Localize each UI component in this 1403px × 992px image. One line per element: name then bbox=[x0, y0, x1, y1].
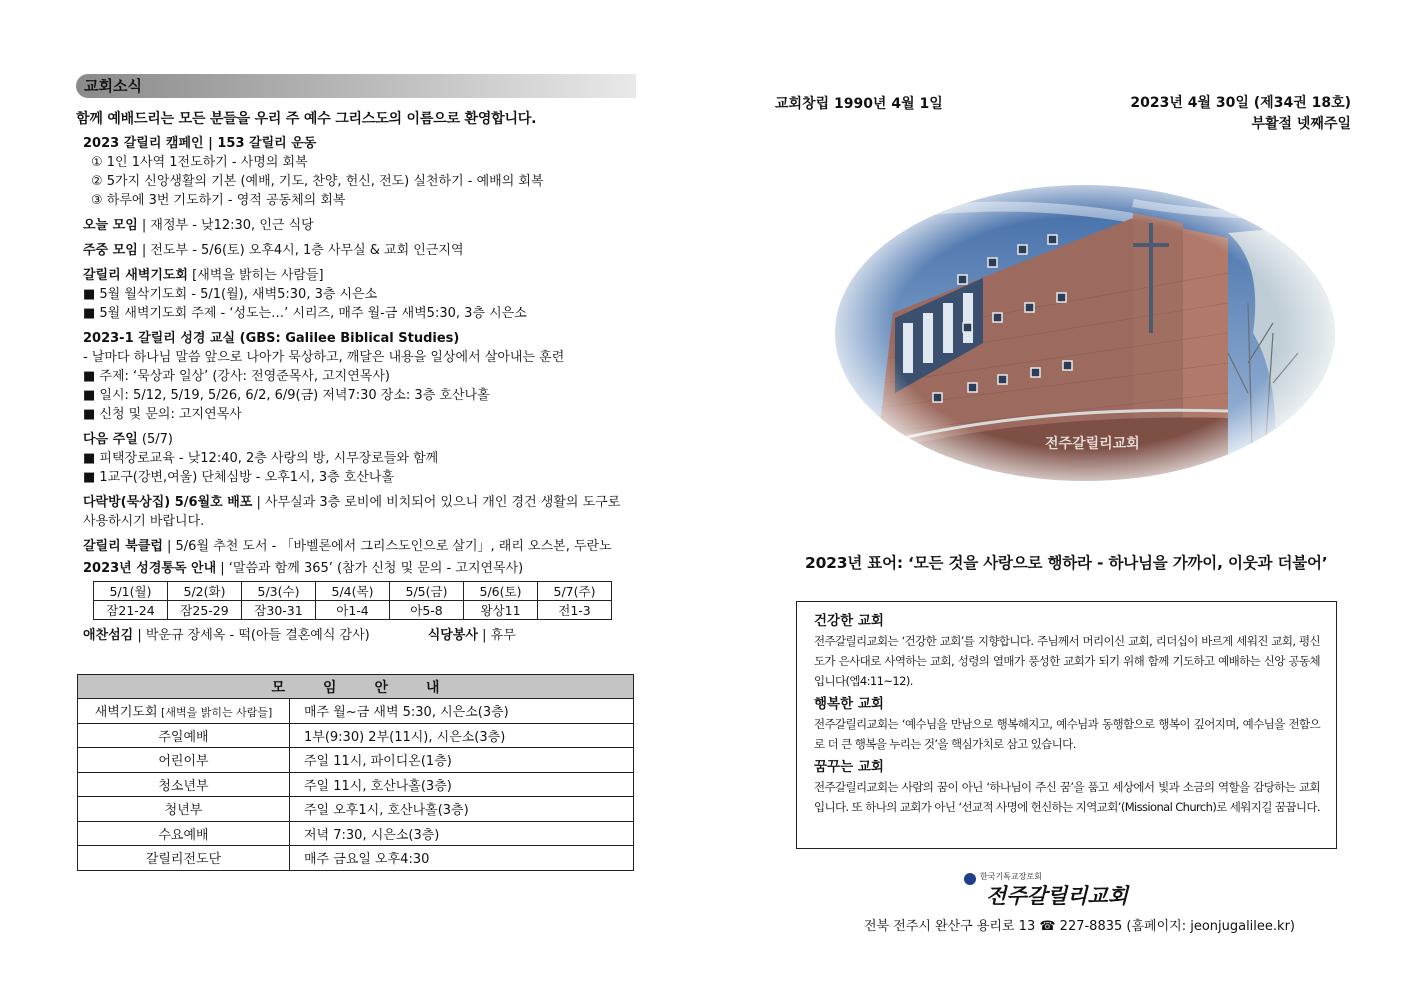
today-meeting-text: | 재정부 - 낮12:30, 인근 식당 bbox=[137, 218, 314, 233]
list-item: ■ 신청 및 문의: 고지연목사 bbox=[83, 407, 242, 422]
dawn-prayer-text: [새벽을 밝히는 사람들] bbox=[188, 268, 324, 283]
offering-text: | 박운규 장세옥 - 떡(아들 결혼예식 감사) bbox=[133, 628, 370, 643]
bible-reading-text: | ‘말씀과 함께 365’ (참가 신청 및 문의 - 고지연목사) bbox=[216, 561, 524, 576]
table-row bbox=[78, 772, 634, 797]
campaign-block bbox=[76, 134, 636, 210]
dawn-prayer-block bbox=[76, 266, 636, 323]
weekday-meeting bbox=[76, 241, 636, 260]
table-cell: 왕상11 bbox=[464, 601, 538, 620]
list-item: ■ 1교구(강변,여울) 단체심방 - 오후1시, 3층 호산나홀 bbox=[83, 470, 395, 485]
meetings-title: 모임안내 bbox=[78, 675, 634, 699]
weekday-meeting-label: 주중 모임 bbox=[83, 243, 138, 258]
list-item: ■ 5월 월삭기도회 - 5/1(월), 새벽5:30, 3층 시은소 bbox=[83, 287, 378, 302]
value-title: 행복한 교회 bbox=[814, 696, 884, 712]
kitchen-text: | 휴무 bbox=[477, 628, 516, 643]
table-cell: 잠30-31 bbox=[242, 601, 316, 620]
meeting-name: 청년부 bbox=[78, 797, 290, 822]
service-block bbox=[76, 626, 636, 645]
meeting-name: 어린이부 bbox=[78, 748, 290, 773]
kitchen-label: 식당봉사 bbox=[427, 628, 478, 643]
meeting-time: 주일 11시, 파이디온(1층) bbox=[290, 748, 634, 773]
table-cell: 5/5(금) bbox=[390, 582, 464, 601]
book-club-block bbox=[76, 537, 636, 556]
meeting-name: 수요예배 bbox=[78, 821, 290, 846]
list-item: ■ 주제: ‘묵상과 일상’ (강사: 전영준목사, 고지연목사) bbox=[83, 369, 390, 384]
meeting-name-text: 새벽기도회 bbox=[94, 705, 158, 721]
bible-reading-table bbox=[93, 581, 612, 620]
offering-label: 애찬섬김 bbox=[83, 628, 134, 643]
table-header-row bbox=[78, 675, 634, 699]
table-row bbox=[78, 748, 634, 773]
table-cell: 잠21-24 bbox=[94, 601, 168, 620]
list-item: ② 5가지 신앙생활의 기본 (예배, 기도, 찬양, 헌신, 전도) 실천하기 - 예배의 회복 bbox=[91, 174, 544, 189]
meeting-time: 주일 오후1시, 호산나홀(3층) bbox=[290, 797, 634, 822]
meeting-time: 매주 월~금 새벽 5:30, 시은소(3층) bbox=[290, 699, 634, 724]
denomination-name: 한국기독교장로회 bbox=[980, 872, 1042, 881]
meeting-time: 매주 금요일 오후4:30 bbox=[290, 846, 634, 871]
bible-class-label: 2023-1 갈릴리 성경 교실 (GBS: Galilee Biblical Studies) bbox=[83, 331, 460, 346]
next-sunday-text: (5/7) bbox=[137, 432, 173, 447]
meeting-name: 청소년부 bbox=[78, 772, 290, 797]
church-logo bbox=[962, 865, 1142, 909]
welcome-message: 함께 예배드리는 모든 분들을 우리 주 예수 그리스도의 이름으로 환영합니다. bbox=[76, 111, 537, 127]
list-item: ■ 일시: 5/12, 5/19, 5/26, 6/2, 6/9(금) 저녁7:30 장소: 3층 호산나홀 bbox=[83, 388, 490, 403]
bible-reading-block bbox=[76, 559, 636, 620]
table-cell: 5/6(토) bbox=[464, 582, 538, 601]
devotional-label: 다락방(묵상집) 5/6월호 배포 bbox=[83, 495, 253, 510]
issue-date: 2023년 4월 30일 (제34권 18호) bbox=[1130, 95, 1351, 111]
table-cell: 아1-4 bbox=[316, 601, 390, 620]
campaign-title: 2023 갈릴리 캠페인 | 153 갈릴리 운동 bbox=[83, 136, 317, 151]
table-row bbox=[94, 601, 612, 620]
meeting-time: 주일 11시, 호산나홀(3층) bbox=[290, 772, 634, 797]
meeting-name: 주일예배 bbox=[78, 723, 290, 748]
section-title: 교회소식 bbox=[76, 74, 636, 98]
book-club-text: | 5/6월 추천 도서 - 「바벨론에서 그리스도인으로 살기」, 래리 오스본, 두란노 bbox=[162, 539, 612, 554]
meeting-name bbox=[78, 699, 290, 724]
table-cell: 아5-8 bbox=[390, 601, 464, 620]
meeting-time: 1부(9:30) 2부(11시), 시은소(3층) bbox=[290, 723, 634, 748]
list-item: ③ 하루에 3번 기도하기 - 영적 공동체의 회복 bbox=[91, 193, 346, 208]
table-cell: 5/2(화) bbox=[168, 582, 242, 601]
bible-reading-label: 2023년 성경통독 안내 bbox=[83, 561, 217, 576]
meetings-table bbox=[77, 674, 634, 871]
church-news-section bbox=[76, 74, 636, 645]
church-values-box bbox=[796, 601, 1337, 849]
table-cell: 5/1(월) bbox=[94, 582, 168, 601]
table-row bbox=[94, 582, 612, 601]
table-row bbox=[78, 723, 634, 748]
list-item: ■ 피택장로교육 - 낮12:40, 2층 사랑의 방, 시무장로들와 함께 bbox=[83, 451, 439, 466]
church-logo-name: 전주갈릴리교회 bbox=[986, 883, 1129, 908]
meeting-note: [새벽을 밝히는 사람들] bbox=[157, 706, 273, 720]
next-sunday-block bbox=[76, 430, 636, 487]
next-sunday-label: 다음 주일 bbox=[83, 432, 138, 447]
today-meeting bbox=[76, 216, 636, 235]
bible-class-block bbox=[76, 329, 636, 424]
table-row bbox=[78, 821, 634, 846]
table-cell: 잠25-29 bbox=[168, 601, 242, 620]
value-text: 전주갈릴리교회는 ‘건강한 교회’를 지향합니다. 주님께서 머리이신 교회, 리더십이 바르게 세워진 교회, 평신도가 은사대로 사역하는 교회, 성령의 열매가 풍성한 교회가 되기 위해 함께 기도하고 예배하는 신앙 공동체입니다(엡4:11~12). bbox=[814, 634, 1320, 688]
table-row bbox=[78, 797, 634, 822]
church-address: 전북 전주시 완산구 용리로 13 ☎ 227-8835 (홈페이지: jeonjugalilee.kr) bbox=[864, 919, 1295, 934]
weekday-meeting-text: | 전도부 - 5/6(토) 오후4시, 1층 사무실 & 교회 인근지역 bbox=[137, 243, 464, 258]
value-text: 전주갈릴리교회는 ‘예수님을 만남으로 행복해지고, 예수님과 동행함으로 행복이 깊어지며, 예수님을 전함으로 더 큰 행복을 누리는 것’을 핵심가치로 삼고 있습니다. bbox=[814, 717, 1320, 751]
denomination-emblem-icon bbox=[964, 873, 976, 885]
dawn-prayer-label: 갈릴리 새벽기도회 bbox=[83, 268, 188, 283]
table-cell: 전1-3 bbox=[538, 601, 612, 620]
list-item: ■ 5월 새벽기도회 주제 - ‘성도는…’ 시리즈, 매주 월-금 새벽5:30, 3층 시은소 bbox=[83, 306, 527, 321]
liturgical-week: 부활절 넷째주일 bbox=[1251, 116, 1351, 132]
table-cell: 5/3(수) bbox=[242, 582, 316, 601]
meeting-time: 저녁 7:30, 시은소(3층) bbox=[290, 821, 634, 846]
value-title: 건강한 교회 bbox=[814, 613, 884, 629]
meeting-name: 갈릴리전도단 bbox=[78, 846, 290, 871]
table-row bbox=[78, 699, 634, 724]
value-text: 전주갈릴리교회는 사람의 꿈이 아닌 ‘하나님이 주신 꿈’을 품고 세상에서 빛과 소금의 역할을 감당하는 교회입니다. 또 하나의 교회가 아닌 ‘선교적 사명에 헌신하는 지역교회’(Missional Church)로 세워지길 꿈꿉니다. bbox=[814, 780, 1320, 814]
church-building-photo bbox=[833, 183, 1338, 483]
table-row bbox=[78, 846, 634, 871]
list-item: - 날마다 하나님 말씀 앞으로 나아가 묵상하고, 깨달은 내용을 일상에서 살아내는 훈련 bbox=[83, 350, 565, 365]
book-club-label: 갈릴리 북클럽 bbox=[83, 539, 163, 554]
issue-info bbox=[1130, 93, 1351, 135]
value-title: 꿈꾸는 교회 bbox=[814, 759, 884, 775]
devotional-block bbox=[76, 493, 636, 531]
table-cell: 5/7(주) bbox=[538, 582, 612, 601]
founding-date: 교회창립 1990년 4월 1일 bbox=[775, 96, 943, 112]
devotional-text: | 사무실과 3층 로비에 비치되어 있으니 개인 경건 생활의 도구로 사용하시기 바랍니다. bbox=[83, 495, 621, 529]
today-meeting-label: 오늘 모임 bbox=[83, 218, 138, 233]
list-item: ① 1인 1사역 1전도하기 - 사명의 회복 bbox=[91, 155, 308, 170]
table-cell: 5/4(목) bbox=[316, 582, 390, 601]
year-motto: 2023년 표어: ‘모든 것을 사랑으로 행하라 - 하나님을 가까이, 이웃과 더불어’ bbox=[805, 554, 1328, 572]
